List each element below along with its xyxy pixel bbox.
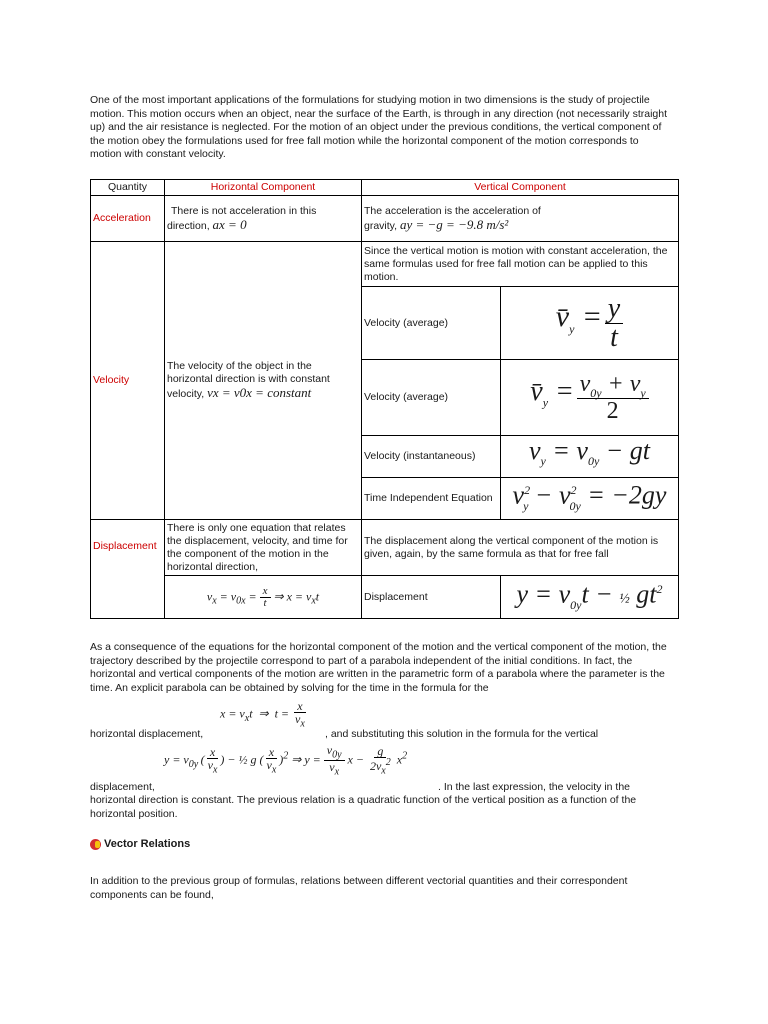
velocity-horizontal-text2: velocity, <box>167 388 208 400</box>
vertical-displacement-label: displacement, <box>90 781 155 793</box>
row-label-velocity: Velocity <box>91 242 165 520</box>
velocity-average-eq-1: $v̄_y$ = $\frac{y}{t}$ <box>501 287 679 360</box>
trajectory-paragraph: As a consequence of the equations for the horizontal component of the motion and the vertical component of the motion, the trajectory described by the projectile correspond to part of a parabola independent of the initial conditions. In fact, the horizontal and vertical components of the motion are written in the parametric form of a parabola where the parameter is the time. An explicit parabola can be obtained by solving for the time in the formula for the <box>90 641 667 694</box>
velocity-horizontal-eq: vx = v0x = constant <box>207 385 312 400</box>
velocity-horizontal-text: The velocity of the object in the horizontal direction is with constant <box>167 360 330 385</box>
horizontal-equation-line <box>90 700 690 742</box>
displacement-horizontal-eq: $v_x = v_{0x}$ = $\frac{x}{t}$ ⇒ $x = v_xt$ <box>165 576 362 619</box>
vector-relations-icon <box>90 839 101 850</box>
velocity-row-label-3: Velocity (instantaneous) <box>362 436 501 478</box>
velocity-average-eq-2: $v̄_y$ = $\frac{v_{0y} + v_y}{2}$ <box>501 360 679 436</box>
acceleration-vertical-cell <box>362 196 679 242</box>
horizontal-time-eq: $x = v_xt$ ⇒ t = $\frac{x}{v_x}$ <box>220 699 305 730</box>
vertical-after-text: . In the last expression, the velocity in the <box>438 781 631 793</box>
section-title-text: Vector Relations <box>104 838 191 850</box>
quadratic-paragraph: horizontal direction is constant. The previous relation is a quadratic function of the vertical position as a function of the horizontal position. <box>90 794 637 820</box>
velocity-row-label-4: Time Independent Equation <box>362 478 501 520</box>
horizontal-displacement-label: horizontal displacement, <box>90 728 204 740</box>
vertical-equation-line <box>90 742 690 794</box>
acceleration-horizontal-text2: direction, <box>167 219 213 232</box>
header-quantity: Quantity <box>91 180 165 196</box>
acceleration-horizontal-text: There is not acceleration in this <box>171 204 317 217</box>
row-label-acceleration: Acceleration <box>91 196 165 242</box>
components-table <box>90 179 679 619</box>
vector-paragraph: In addition to the previous group of formulas, relations between different vectorial quantities and their correspondent components can be found, <box>90 875 628 901</box>
displacement-vertical-label: Displacement <box>362 576 501 619</box>
velocity-horizontal-cell <box>165 242 362 520</box>
acceleration-vertical-eq: ay = −g = −9.8 m/s² <box>399 216 509 232</box>
header-vertical: Vertical Component <box>362 180 679 196</box>
section-title <box>90 838 190 850</box>
time-independent-eq: $v^2_y - v^2_{0y} = -2gy$ <box>501 478 679 520</box>
velocity-row-label-1: Velocity (average) <box>362 287 501 360</box>
acceleration-horizontal-eq: ax = 0 <box>212 216 247 232</box>
displacement-horizontal-text: There is only one equation that relates the displacement, velocity, and time for the component of the motion in the horizontal direction, <box>165 520 362 576</box>
acceleration-vertical-text: The acceleration is the acceleration of <box>364 204 541 217</box>
velocity-instant-eq: $v_y = v_{0y}$ − gt <box>501 436 679 478</box>
parabola-eq: $y = v_{0y}$ ( $\frac{x}{v_x}$ ) − ½ g ( $\frac{x}{v_x}$ )$^2$ ⇒ y = $\frac{v_{0y}}{v_x}$ x − $\frac{g}{2v_x^2}$ $x^2$ <box>164 743 408 778</box>
velocity-row-label-2: Velocity (average) <box>362 360 501 436</box>
acceleration-vertical-text2: gravity, <box>364 219 400 232</box>
velocity-vertical-intro: Since the vertical motion is motion with constant acceleration, the same formulas used for free fall motion can be applied to this motion. <box>362 242 679 287</box>
header-horizontal: Horizontal Component <box>165 180 362 196</box>
horizontal-after-text: , and substituting this solution in the formula for the vertical <box>325 728 599 740</box>
displacement-vertical-text: The displacement along the vertical component of the motion is given, again, by the same formula as that for free fall <box>362 520 679 576</box>
displacement-vertical-eq: $y = v_{0y}t$ − ½ $gt^2$ <box>501 576 679 619</box>
row-label-displacement: Displacement <box>91 520 165 619</box>
acceleration-horizontal-cell <box>165 196 362 242</box>
intro-paragraph: One of the most important applications of the formulations for studying motion in two dimensions is the study of projectile motion. This motion occurs when an object, near the surface of the Earth, is through in any direction (not necessarily straight up) and the air resistance is neglected. For the motion of an object under the previous conditions, the vertical component of the motion obey the formulations used for free fall motion while the horizontal component of the motion corresponds to motion with constant velocity. <box>90 94 668 161</box>
